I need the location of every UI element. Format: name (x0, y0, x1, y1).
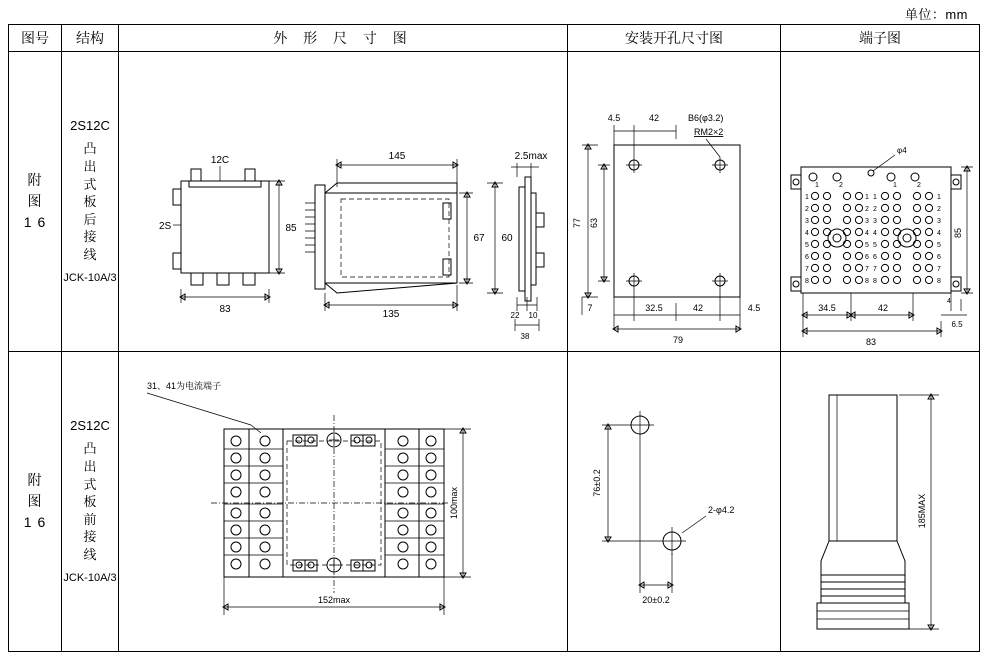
structure-model: JCK-10A/3 (63, 272, 117, 285)
structure-desc (62, 440, 118, 563)
outline-label-2s: 2S (159, 220, 172, 232)
svg-text:7: 7 (873, 265, 877, 273)
svg-text:7: 7 (805, 265, 809, 273)
structure-desc-char-3: 式 (83, 476, 97, 492)
svg-text:4: 4 (873, 229, 877, 237)
fig-no-char-1: 附 (27, 472, 43, 488)
fig-no-char-3: 1 6 (23, 514, 47, 530)
svg-text:3: 3 (873, 217, 877, 225)
outline-dim-38: 38 (520, 331, 530, 341)
svg-text:6: 6 (937, 253, 941, 261)
table-row (9, 352, 980, 652)
fig-no-cell (9, 352, 62, 652)
fig-no-stack (9, 470, 61, 533)
svg-text:3: 3 (865, 217, 869, 225)
svg-text:4: 4 (865, 229, 869, 237)
svg-text:3: 3 (805, 217, 809, 225)
fig-no-char-3: 1 6 (23, 214, 47, 230)
fig-no-stack (9, 170, 61, 233)
mount2-dim-76: 76±0.2 (592, 468, 602, 497)
svg-text:2: 2 (937, 205, 941, 213)
outline-dim-25max: 2.5max (514, 150, 548, 162)
svg-text:6: 6 (805, 253, 809, 261)
svg-text:8: 8 (937, 277, 941, 285)
structure-desc (62, 140, 118, 263)
structure-desc-char-2: 出 (83, 458, 97, 474)
outline-dim-85: 85 (285, 222, 297, 234)
outline-dim-22: 22 (510, 310, 520, 320)
svg-text:8: 8 (873, 277, 877, 285)
structure-cell (62, 352, 119, 652)
structure-desc-char-1: 凸 (83, 141, 97, 157)
terminal-dim-4: 4 (947, 297, 951, 305)
fig-no-cell (9, 52, 62, 352)
svg-text:1: 1 (865, 193, 869, 201)
mount-dim-42-top: 42 (648, 112, 660, 123)
mount-dim-7: 7 (587, 302, 593, 313)
mounting-drawing-cell (568, 352, 781, 652)
structure-desc-char-7: 线 (83, 246, 97, 262)
svg-text:4: 4 (805, 229, 809, 237)
svg-text:2: 2 (865, 205, 869, 213)
structure-code: 2S12C (70, 417, 110, 433)
outline-drawing-cell (119, 352, 568, 652)
structure-cell (62, 52, 119, 352)
mount-dim-79: 79 (672, 334, 684, 345)
outline-drawing-1 (119, 53, 567, 351)
table-row (9, 52, 980, 352)
terminal-drawing-cell (781, 352, 980, 652)
structure-desc-char-5: 前 (83, 511, 97, 527)
terminal-top-num-4: 2 (917, 181, 921, 189)
fig-no-char-2: 图 (27, 493, 43, 509)
mount-dim-77: 77 (572, 217, 582, 228)
mount-dim-63: 63 (589, 217, 599, 228)
svg-text:5: 5 (805, 241, 809, 249)
structure-desc-char-6: 接 (83, 229, 97, 245)
svg-text:6: 6 (865, 253, 869, 261)
outline-dim-135: 135 (382, 308, 400, 320)
svg-text:8: 8 (865, 277, 869, 285)
mounting-drawing-2 (568, 353, 780, 651)
col-header-fig-no: 图号 (9, 25, 62, 52)
svg-text:8: 8 (805, 277, 809, 285)
terminal-drawing-1 (781, 53, 979, 351)
mount-dim-4-5-bottom: 4.5 (747, 302, 761, 313)
terminal2-dim-185max: 185MAX (917, 493, 927, 528)
terminal-dim-83: 83 (865, 336, 877, 347)
terminal-drawing-2 (781, 353, 979, 651)
structure-model: JCK-10A/3 (63, 572, 117, 585)
table-header-row (9, 25, 980, 52)
svg-text:3: 3 (937, 217, 941, 225)
mounting-drawing-cell (568, 52, 781, 352)
structure-desc-char-4: 板 (83, 194, 97, 210)
outline-dim-83: 83 (219, 303, 231, 315)
outline-note-current-terminals: 31、41为电流端子 (147, 380, 222, 391)
fig-no-char-2: 图 (27, 193, 43, 209)
svg-text:6: 6 (873, 253, 877, 261)
terminal-top-num-3: 1 (893, 181, 897, 189)
structure-desc-char-5: 后 (83, 211, 97, 227)
svg-text:1: 1 (873, 193, 877, 201)
svg-text:1: 1 (805, 193, 809, 201)
table-body (9, 52, 980, 652)
svg-text:5: 5 (873, 241, 877, 249)
outline2-dim-152max: 152max (317, 594, 351, 605)
spec-table (8, 24, 980, 652)
outline-dim-67: 67 (473, 232, 485, 244)
structure-desc-char-2: 出 (83, 158, 97, 174)
structure-desc-char-3: 式 (83, 176, 97, 192)
svg-text:5: 5 (937, 241, 941, 249)
outline2-dim-100max: 100max (449, 486, 459, 519)
svg-text:7: 7 (865, 265, 869, 273)
svg-text:2: 2 (873, 205, 877, 213)
mounting-drawing-1 (568, 53, 780, 351)
svg-text:4: 4 (937, 229, 941, 237)
terminal-drawing-cell (781, 52, 980, 352)
unit-note: 单位：mm (904, 7, 968, 22)
outline-dim-145: 145 (388, 150, 406, 162)
mount-dim-32-5: 32.5 (645, 302, 663, 313)
mount2-note-2phi42: 2-φ4.2 (708, 504, 735, 515)
col-header-terminal: 端子图 (781, 25, 980, 52)
mount-note-b6: B6(φ3.2) (688, 112, 724, 123)
outline-dim-60: 60 (501, 232, 513, 244)
svg-text:7: 7 (937, 265, 941, 273)
terminal-dim-6-5: 6.5 (951, 319, 963, 329)
table-header (9, 25, 980, 52)
col-header-structure: 结构 (62, 25, 119, 52)
terminal-top-num-2: 2 (839, 181, 843, 189)
col-header-outline: 外 形 尺 寸 图 (119, 25, 568, 52)
col-header-mounting: 安装开孔尺寸图 (568, 25, 781, 52)
svg-text:1: 1 (937, 193, 941, 201)
terminal-dim-34-5: 34.5 (818, 302, 836, 313)
mount-note-rm2: RM2×2 (694, 126, 724, 137)
terminal-dim-42: 42 (877, 302, 889, 313)
structure-desc-char-6: 接 (83, 529, 97, 545)
structure-desc-char-1: 凸 (83, 441, 97, 457)
terminal-label-phi4: φ4 (897, 145, 907, 155)
mount2-dim-20: 20±0.2 (642, 594, 670, 605)
structure-code: 2S12C (70, 117, 110, 133)
structure-desc-char-4: 板 (83, 494, 97, 510)
mount-dim-4-5-top: 4.5 (607, 112, 621, 123)
outline-label-12c: 12C (210, 154, 230, 166)
terminal-top-num-1: 1 (815, 181, 819, 189)
svg-text:2: 2 (805, 205, 809, 213)
structure-desc-char-7: 线 (83, 546, 97, 562)
outline-drawing-cell (119, 52, 568, 352)
outline-dim-10: 10 (528, 310, 538, 320)
fig-no-char-1: 附 (27, 172, 43, 188)
mount-dim-42-bottom: 42 (692, 302, 704, 313)
svg-text:5: 5 (865, 241, 869, 249)
outline-drawing-2 (119, 353, 567, 651)
terminal-dim-85: 85 (953, 227, 963, 238)
